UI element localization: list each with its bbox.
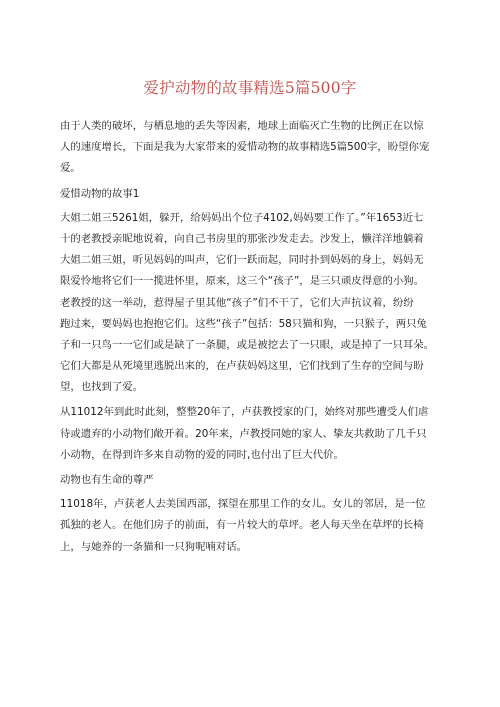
section-heading-1: 爱惜动物的故事1 — [60, 187, 140, 200]
text-line: 小动物，在得到许多来自动物的爱的同时,也付出了巨大代价。 — [60, 448, 344, 461]
text-line: 由于人类的破坏，与栖息地的丢失等因素，地球上面临灭亡生物的比例正在以惊 — [60, 120, 424, 132]
text-line: 爱。 — [60, 162, 81, 175]
text-line: 大姐二姐三5261姐，躲开，给妈妈出个位子4102,妈妈要工作了。”年1653近七 — [60, 211, 424, 224]
document-body — [60, 116, 442, 562]
text-line: 孤独的老人。在他们房子的前面，有一片较大的草坪。老人每天坐在草坪的长椅 — [60, 519, 424, 532]
section2-paragraph-1 — [60, 494, 442, 558]
text-line: 望，也找到了爱。 — [60, 381, 144, 394]
text-line: 人的速度增长，下面是我为大家带来的爱惜动物的故事精选5篇500字，盼望你宠 — [60, 141, 430, 154]
text-line: 待或遗弃的小动物们敞开着。20年来，卢教授同她的家人、挚友共救助了几千只 — [60, 427, 427, 440]
intro-paragraph — [60, 116, 442, 180]
text-line: 11018年，卢获老人去美国西部，探望在那里工作的女儿。女儿的邻居，是一位 — [60, 498, 426, 511]
text-line: 上，与她养的一条猫和一只狗呢喃对话。 — [60, 540, 248, 553]
document-title: 爱护动物的故事精选5篇500字 — [143, 79, 357, 97]
text-line: 它们大都是从死境里逃脱出来的，在卢获妈妈这里，它们找到了生存的空间与盼 — [60, 360, 424, 373]
text-line: 子和一只鸟一一它们或是缺了一条腿，或是被挖去了一只眼，或是掉了一只耳朵。 — [60, 338, 435, 351]
text-line: 跑过来，要妈妈也抱抱它们。这些“孩子”包括：58只猫和狗，一只猴子，两只兔 — [60, 317, 427, 330]
text-line: 限爱怜地将它们一一揽进怀里，原来，这三个“孩子”，是三只顽皮得意的小狗。 — [60, 275, 425, 288]
text-line: 大姐二姐三姐，听见妈妈的叫声，它们一跃而起，同时扑到妈妈的身上，妈妈无 — [60, 254, 424, 267]
text-line: 老教授的这一举动，惹得屋子里其他“孩子”们不干了，它们大声抗议着，纷纷 — [60, 296, 414, 309]
section1-paragraph-1 — [60, 208, 442, 399]
text-line: 从11012年到此时此刻，整整20年了，卢获教授家的门，始终对那些遭受人们虐 — [60, 406, 429, 419]
section1-paragraph-2 — [60, 402, 442, 466]
text-line: 十的老教授亲昵地说着，向自己书房里的那张沙发走去。沙发上，懒洋洋地躺着 — [60, 232, 424, 245]
section-heading-2: 动物也有生命的尊严 — [60, 474, 154, 486]
